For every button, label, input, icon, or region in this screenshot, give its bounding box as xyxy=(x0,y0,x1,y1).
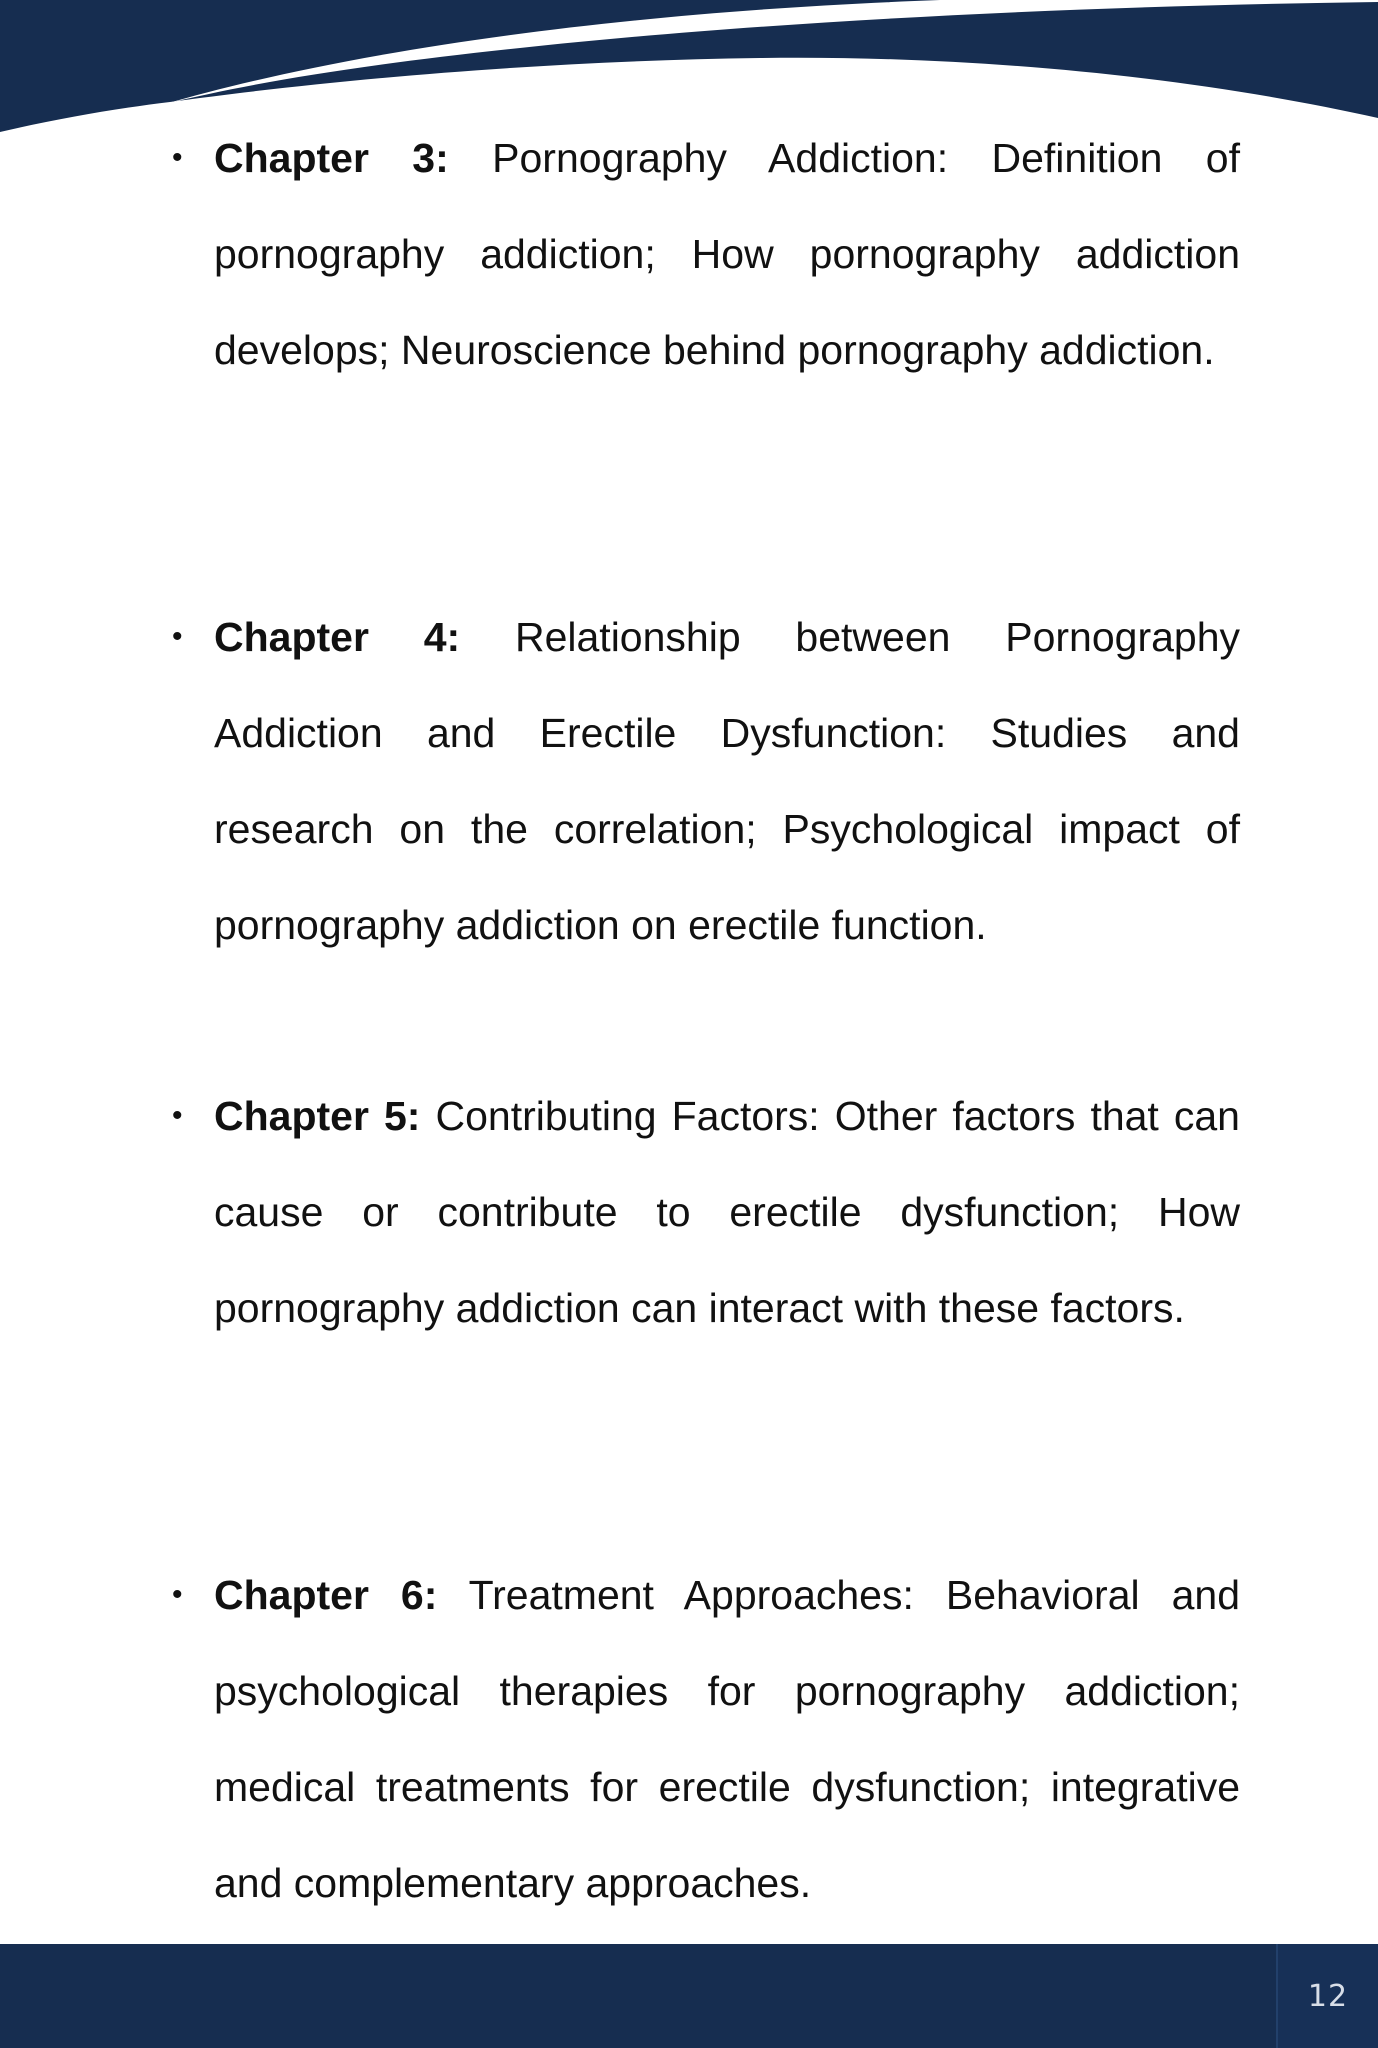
chapter-item-6 xyxy=(172,1547,1240,1931)
chapter-item-3 xyxy=(172,110,1240,398)
chapter-label: Chapter 6: xyxy=(214,1572,438,1618)
bullet-icon: • xyxy=(172,141,183,174)
bullet-icon: • xyxy=(172,1099,183,1132)
chapter-description: Relationship between Pornography Addiction and Erectile Dysfunction: Studies and research on the correlation; Psychological impact of pornography addiction on erectile function. xyxy=(214,614,1240,948)
chapter-label: Chapter 3: xyxy=(214,135,449,181)
chapter-label: Chapter 5: xyxy=(214,1093,421,1139)
page-number: 12 xyxy=(1307,1978,1349,2014)
chapter-description: Treatment Approaches: Behavioral and psychological therapies for pornography addiction; medical treatments for erectile dysfunction; integrative and complementary approaches. xyxy=(214,1572,1240,1906)
page-footer xyxy=(0,1944,1378,2048)
bullet-icon: • xyxy=(172,620,183,653)
chapter-description: Pornography Addiction: Definition of pornography addiction; How pornography addiction develops; Neuroscience behind pornography addiction. xyxy=(214,135,1240,373)
page-number-box xyxy=(1276,1944,1378,2048)
chapter-item-4 xyxy=(172,589,1240,973)
bullet-icon: • xyxy=(172,1578,183,1611)
chapter-item-5 xyxy=(172,1068,1240,1356)
chapter-label: Chapter 4: xyxy=(214,614,461,660)
chapter-description: Contributing Factors: Other factors that can cause or contribute to erectile dysfunction; How pornography addiction can interact with these factors. xyxy=(214,1093,1240,1331)
